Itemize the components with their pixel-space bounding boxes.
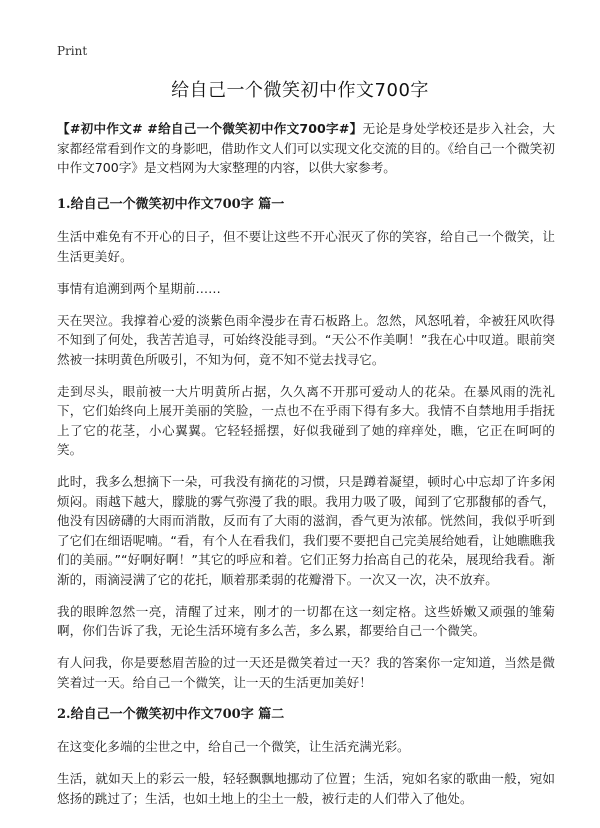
paragraph: 此时，我多么想摘下一朵，可我没有摘花的习惯，只是蹲着凝望，顿时心中忘却了许多闲烦闷。雨越下越大，朦胧的雾气弥漫了我的眼。我用力吸了吸，闻到了它那馥郁的香气，他没有因磅礴的大雨而消散，反而有了大雨的滋润，香气更为浓郁。恍然间，我似乎听到了它们在细语呢喃。“看，有个人在看我们，我们要不要把自己完美展给她看，让她瞧瞧我们的美丽。”“好啊好啊！”其它的呼应和着。它们正努力抬高自己的花朵，展现给我看。渐渐的，雨滴浸满了它的花托，顺着那柔弱的花瓣滑下。一次又一次，决不放弃。	[57, 474, 555, 587]
intro-text: 无论是身处学校还是步入社会，大家都经常看到作文的身影吧，借助作文人们可以实现文化交流的目的。《给自己一个微笑初中作文700字》是文档网为大家整理的内容，以供大家参考。	[57, 121, 555, 175]
paragraph: 天在哭泣。我撑着心爱的淡紫色雨伞漫步在青石板路上。忽然，风怒吼着，伞被狂风吹得不知到了何处，我苦苦追寻，可始终没能寻到。“天公不作美啊！”我在心中叹道。眼前突然被一抹明黄色所吸引，不知为何，竟不知不觉去找寻它。	[57, 312, 555, 367]
section-heading-1: 1.给自己一个微笑初中作文700字 篇一	[57, 196, 285, 212]
paragraph: 事情有追溯到两个星期前……	[57, 280, 221, 296]
print-label: Print	[57, 44, 88, 58]
intro-tags: 【#初中作文# #给自己一个微笑初中作文700字#】	[57, 121, 363, 136]
paragraph: 生活，就如天上的彩云一般，轻轻飘飘地挪动了位置；生活，宛如名家的歌曲一般，宛如悠扬的跳过了；生活，也如土地上的尘土一般，被行走的人们带入了他处。	[57, 771, 555, 806]
intro-paragraph	[57, 119, 555, 178]
paragraph: 有人问我，你是要愁眉苦脸的过一天还是微笑着过一天？我的答案你一定知道，当然是微笑着过一天。给自己一个微笑，让一天的生活更加美好！	[57, 655, 555, 690]
paragraph: 在这变化多端的尘世之中，给自己一个微笑，让生活充满光彩。	[57, 739, 410, 754]
paragraph: 我的眼眸忽然一亮，清醒了过来，刚才的一切都在这一刻定格。这些娇嫩又顽强的雏菊啊，你们告诉了我，无论生活环境有多么苦，多么累，都要给自己一个微笑。	[57, 603, 555, 638]
section-heading-2: 2.给自己一个微笑初中作文700字 篇二	[57, 706, 285, 722]
article-body	[57, 119, 555, 821]
page-title: 给自己一个微笑初中作文700字	[171, 80, 429, 101]
paragraph: 生活中难免有不开心的日子，但不要让这些不开心泯灭了你的笑容，给自己一个微笑，让生活更美好。	[57, 229, 555, 264]
paragraph: 走到尽头，眼前被一大片明黄所占据，久久离不开那可爱动人的花朵。在暴风雨的洗礼下，它们始终向上展开美丽的笑脸，一点也不在乎雨下得有多大。我情不自禁地用手指抚上了它的花茎，小心翼翼。它轻轻摇摆，好似我碰到了她的痒痒处，瞧，它正在呵呵的笑。	[57, 383, 555, 457]
